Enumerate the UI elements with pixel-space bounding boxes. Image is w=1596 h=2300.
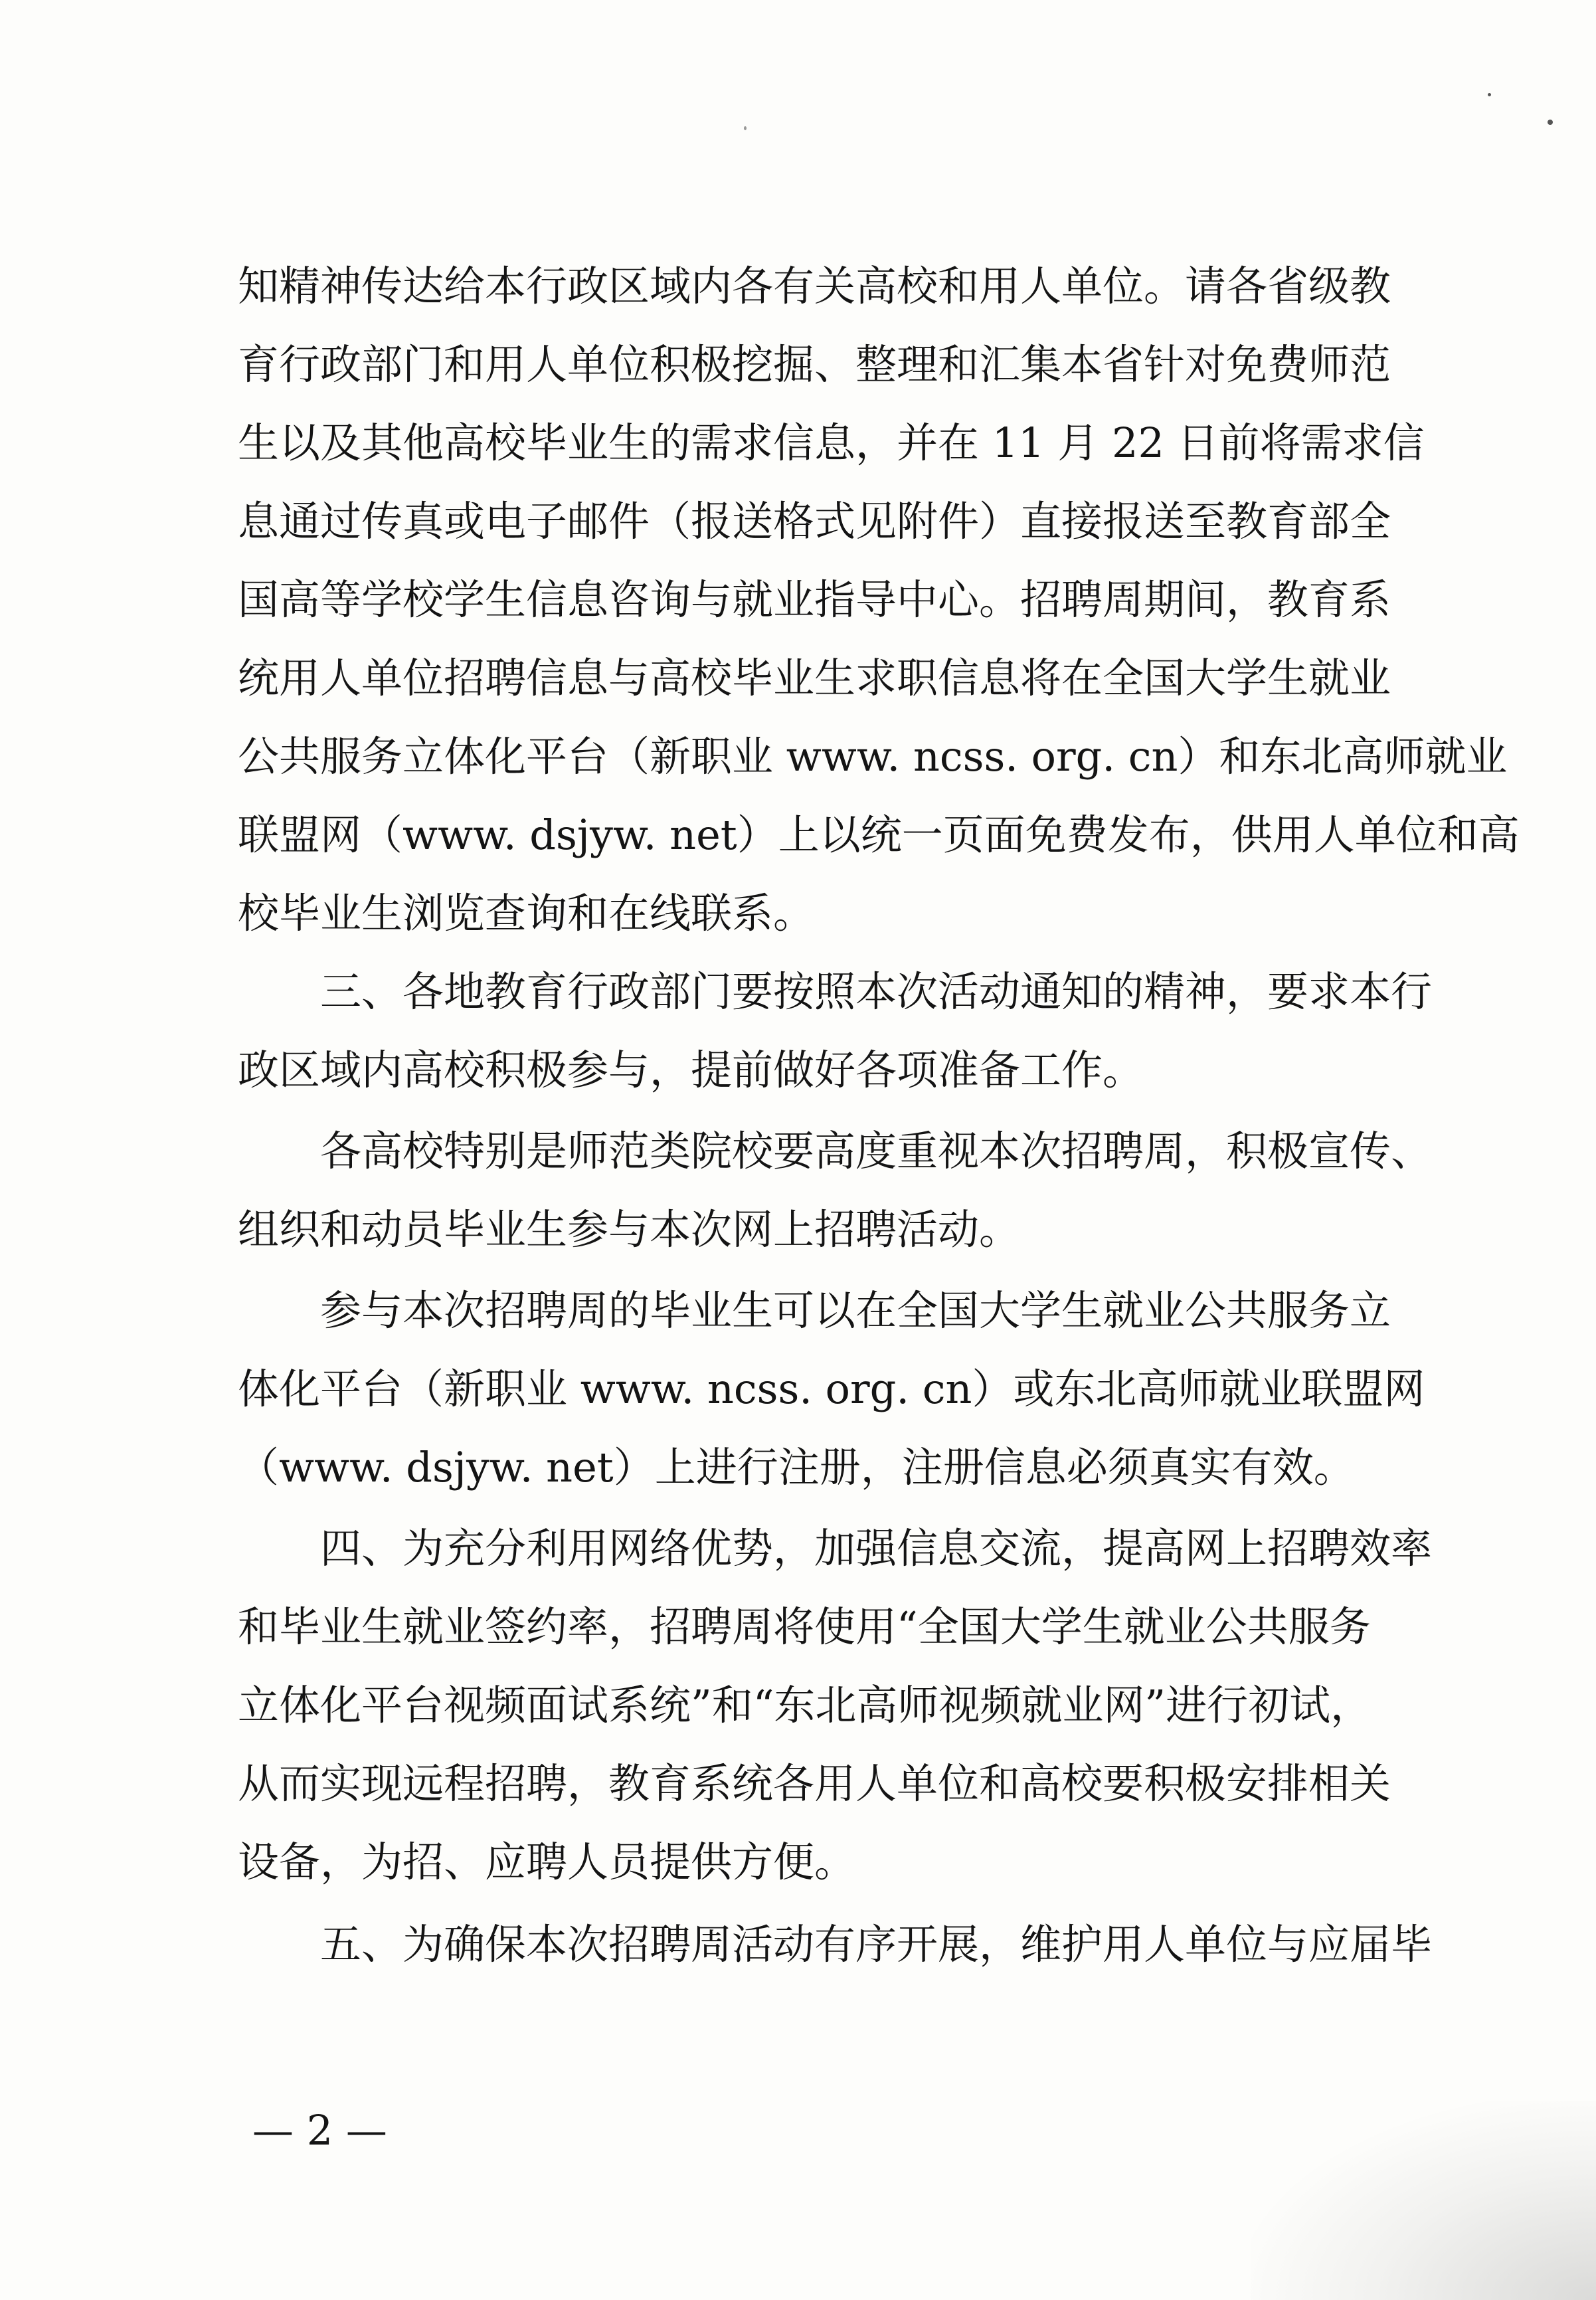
text-line: 和毕业生就业签约率，招聘周将使用“全国大学生就业公共服务 xyxy=(238,1602,1371,1651)
text-line: 立体化平台视频面试系统”和“东北高师视频就业网”进行初试， xyxy=(238,1681,1372,1729)
text-line: 统用人单位招聘信息与高校毕业生求职信息将在全国大学生就业 xyxy=(238,654,1391,702)
paragraph-heading-5: 五、为确保本次招聘周活动有序开展，维护用人单位与应届毕 xyxy=(320,1920,1433,1968)
text-line: 公共服务立体化平台（新职业 www. ncss. org. cn）和东北高师就业 xyxy=(238,732,1508,781)
text-line: 育行政部门和用人单位积极挖掘、整理和汇集本省针对免费师范 xyxy=(238,340,1391,389)
text-line: 知精神传达给本行政区域内各有关高校和用人单位。请各省级教 xyxy=(238,262,1391,310)
text-line: 设备，为招、应聘人员提供方便。 xyxy=(238,1838,856,1886)
text-line: 校毕业生浏览查询和在线联系。 xyxy=(238,889,815,937)
text-line: （www. dsjyw. net）上进行注册，注册信息必须真实有效。 xyxy=(238,1443,1355,1491)
scan-speck xyxy=(1488,93,1491,96)
text-line: 政区域内高校积极参与，提前做好各项准备工作。 xyxy=(238,1046,1144,1094)
text-line: 参与本次招聘周的毕业生可以在全国大学生就业公共服务立 xyxy=(320,1286,1391,1335)
page-number: — 2 — xyxy=(252,2106,387,2155)
scan-speck xyxy=(1548,120,1553,125)
text-line: 息通过传真或电子邮件（报送格式见附件）直接报送至教育部全 xyxy=(238,497,1391,545)
text-line: 国高等学校学生信息咨询与就业指导中心。招聘周期间，教育系 xyxy=(238,575,1391,624)
text-line: 从而实现远程招聘，教育系统各用人单位和高校要积极安排相关 xyxy=(238,1759,1391,1808)
text-line: 生以及其他高校毕业生的需求信息，并在 11 月 22 日前将需求信 xyxy=(238,419,1425,467)
scan-shadow xyxy=(1251,2101,1596,2300)
scan-speck xyxy=(744,126,747,130)
paragraph-heading-3: 三、各地教育行政部门要按照本次活动通知的精神，要求本行 xyxy=(320,967,1433,1016)
text-line: 体化平台（新职业 www. ncss. org. cn）或东北高师就业联盟网 xyxy=(238,1365,1425,1413)
text-line: 组织和动员毕业生参与本次网上招聘活动。 xyxy=(238,1205,1021,1254)
text-line: 联盟网（www. dsjyw. net）上以统一页面免费发布，供用人单位和高 xyxy=(238,811,1520,859)
paragraph-heading-4: 四、为充分利用网络优势，加强信息交流，提高网上招聘效率 xyxy=(320,1524,1433,1573)
text-line: 各高校特别是师范类院校要高度重视本次招聘周，积极宣传、 xyxy=(320,1127,1433,1175)
